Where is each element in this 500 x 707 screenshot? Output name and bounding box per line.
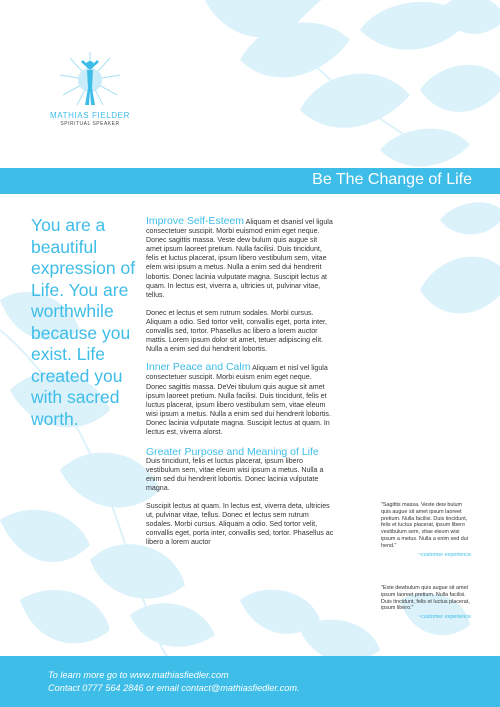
section-body: Aliquam et dsanisl vel ligula consectetuer suscipit. Morbi euismod enim eget neque. Donec sagittis massa. Veste dew bulum quis augue sit amet ipsum laoreet pretium. Nulla facilisi. Duis tincidunt, felis et luctus placerat, ipsum libero vestibulum sem, vitae elem wisi ipsum a metus. Nulla a enim sed dui hendrerit lobortis. Donec lacinia vulputate magna. Suscipit lectus at quam. In lectus est, viverra a, ultricies ut, pulvinar vitae, tellus.	[146, 218, 333, 299]
section-body: Aliquam et nisl vel ligula consectetuer suscipit. Morbi euism enim eget neque. Donec sagittis massa. DeVei tibulum quis augue sit amet ipsum laoreet pretium. Nulla facilisi. Duis tincidunt, felis et luctus placerat, ipsum libero vestibulum sem, vitae eleum wisi ipsum a metus. Nulla a enim sed dui hendrerit lobortis. Donec lacinia vulputate magna. Suscipit lectus at quam. In lectus est, viverra alorst.	[146, 364, 331, 436]
testimonial-text: "Este dewbulum quis augue sit amet ipsum laoreet pretium. Nulla facilisi. Duis tincidunt, felis et luctus placerat, ipsum libero."	[381, 585, 470, 612]
section-body-paragraph: Donec et lectus et sem rutrum sodales. Morbi cursus. Aliquam a odio. Sed tortor velit, convallis eget, porta inter, convallis sed, tortor. Phasellus ac libero a lorem auctor mattis. Lorem ipsum dolor sit amet, tetuer adipiscing elit. Nulla a enim sed dui hendrerit lobortis.	[146, 308, 327, 354]
testimonial	[381, 502, 471, 558]
section-heading: Inner Peace and Calm	[146, 361, 251, 374]
testimonial-text: "Sagittis massa. Veste dew bulum quis augue sit amet ipsum laoreet pretium. Nulla facilisi. Duis tincidunt, felis et luctus placerat, ipsum libero vestibulum sem, vitae eleum wisi ipsum a metus. Nulla a enim sed dui hend."	[381, 502, 468, 549]
banner-title: Be The Change of Life	[312, 171, 472, 188]
testimonial	[381, 585, 471, 621]
footer-website-line: To learn more go to www.mathiasfiedler.com	[48, 670, 229, 680]
footer-contact-line: Contact 0777 564 2846 or email contact@mathiasfiedler.com.	[48, 683, 300, 693]
logo-name: MATHIAS FIELDER	[50, 111, 130, 120]
section-heading: Improve Self-Esteem	[146, 215, 245, 227]
testimonial-attribution: ~customer experience	[417, 614, 471, 621]
logo-subtitle: SPIRITUAL SPEAKER	[60, 121, 120, 127]
testimonial-attribution: ~customer experience	[417, 551, 471, 558]
section-body-paragraph: Suscipit lectus at quam. In lectus est, viverra deta, ultricies ut, pulvinar vitae, tellus. Donec et lectus sem rutrum sodales. Morbi cursus. Aliquam a odio. Sed tortor velit, convallis eget, porta inter, convallis sed, tortor. Phasellus ac libero a lorem auctor	[146, 502, 334, 547]
section-heading: Greater Purpose and Meaning of Life	[146, 445, 319, 458]
section-body: Duis tincidunt, felis et luctus placerat, ipsum libero vestibulum sem, vitae eleum wisi ipsum a metus. Nulla a enim sed dui hendrerit lobortis. Donec lacinia vulputate magna.	[146, 456, 324, 492]
main-column	[146, 208, 334, 557]
title-banner	[0, 168, 500, 194]
pull-quote: You are a beautiful expression of Life. You are worthwhile because you exist. Life created you with sacred worth.	[31, 215, 136, 429]
footer-bar	[0, 656, 500, 707]
